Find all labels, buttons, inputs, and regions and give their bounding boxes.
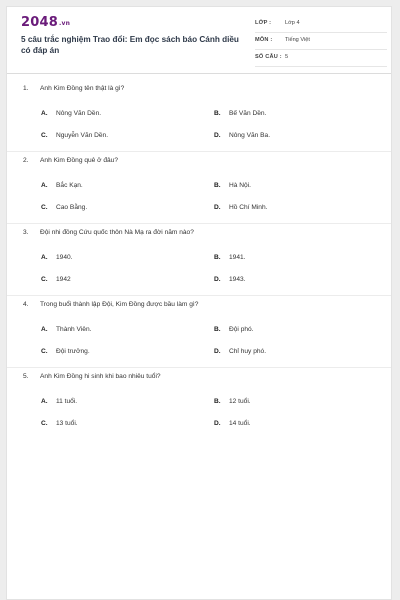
meta-row-count (255, 53, 387, 67)
option-c[interactable] (41, 132, 108, 139)
option-b[interactable] (214, 254, 246, 261)
option-text: 1942 (56, 276, 71, 283)
worksheet-header (7, 7, 391, 74)
option-letter: A. (41, 326, 48, 333)
option-text: 14 tuổi. (229, 420, 251, 427)
option-a[interactable] (41, 182, 83, 189)
option-a[interactable] (41, 326, 91, 333)
option-d[interactable] (214, 420, 251, 427)
question-5 (7, 373, 391, 445)
option-letter: B. (214, 326, 221, 333)
option-text: Đội trưởng. (56, 348, 90, 355)
question-stem (23, 229, 194, 236)
option-letter: A. (41, 254, 48, 261)
option-a[interactable] (41, 254, 73, 261)
question-divider (7, 151, 391, 152)
option-text: 1940. (56, 254, 73, 261)
option-text: Nông Văn Dền. (56, 110, 102, 117)
question-1 (7, 85, 391, 157)
option-text: Bế Văn Dền. (229, 110, 267, 117)
question-stem (23, 373, 161, 380)
option-text: Đội phó. (229, 326, 254, 333)
option-text: Bắc Kạn. (56, 182, 83, 189)
question-3 (7, 229, 391, 301)
option-text: Chỉ huy phó. (229, 348, 267, 355)
option-letter: D. (214, 276, 221, 283)
meta-value: Tiếng Việt (285, 37, 310, 43)
site-logo[interactable] (21, 15, 70, 30)
worksheet (6, 6, 392, 600)
option-letter: B. (214, 398, 221, 405)
meta-value: Lớp 4 (285, 20, 300, 26)
option-c[interactable] (41, 204, 87, 211)
option-letter: B. (214, 110, 221, 117)
option-letter: A. (41, 398, 48, 405)
option-a[interactable] (41, 110, 101, 117)
option-letter: B. (214, 254, 221, 261)
option-c[interactable] (41, 348, 90, 355)
meta-value: 5 (285, 54, 289, 60)
logo-text: 2048 (21, 15, 58, 30)
question-stem (23, 157, 118, 164)
question-stem (23, 301, 198, 308)
meta-label: MÔN : (255, 37, 273, 43)
option-letter: A. (41, 110, 48, 117)
question-text: Anh Kim Đồng tên thật là gì? (40, 85, 125, 92)
option-text: 13 tuổi. (56, 420, 78, 427)
question-text: Trong buổi thành lập Đội, Kim Đồng được bầu làm gì? (40, 301, 199, 308)
option-a[interactable] (41, 398, 77, 405)
option-letter: D. (214, 132, 221, 139)
option-text: 1941. (229, 254, 246, 261)
option-letter: A. (41, 182, 48, 189)
question-number: 3. (23, 229, 29, 236)
question-text: Đội nhi đồng Cứu quốc thôn Nà Mạ ra đời năm nào? (40, 229, 194, 236)
option-text: Nguyễn Văn Dền. (56, 132, 109, 139)
question-text: Anh Kim Đồng hi sinh khi bao nhiêu tuổi? (40, 373, 161, 380)
option-b[interactable] (214, 182, 251, 189)
option-text: 12 tuổi. (229, 398, 251, 405)
question-divider (7, 367, 391, 368)
option-c[interactable] (41, 276, 71, 283)
option-letter: C. (41, 348, 48, 355)
option-letter: D. (214, 420, 221, 427)
option-b[interactable] (214, 326, 254, 333)
question-number: 5. (23, 373, 29, 380)
option-b[interactable] (214, 110, 266, 117)
logo-suffix: .vn (58, 20, 71, 27)
question-divider (7, 295, 391, 296)
option-text: 11 tuổi. (56, 398, 78, 405)
meta-row-subject (255, 36, 387, 50)
document-title: 5 câu trắc nghiệm Trao đổi: Em đọc sách báo Cánh diều có đáp án (21, 35, 239, 55)
option-c[interactable] (41, 420, 78, 427)
question-divider (7, 223, 391, 224)
option-letter: C. (41, 276, 48, 283)
option-letter: D. (214, 204, 221, 211)
option-letter: C. (41, 204, 48, 211)
option-letter: C. (41, 420, 48, 427)
meta-label: SỐ CÂU : (255, 54, 282, 60)
question-4 (7, 301, 391, 373)
option-letter: B. (214, 182, 221, 189)
meta-info (255, 19, 387, 70)
option-d[interactable] (214, 276, 246, 283)
option-text: Hồ Chí Minh. (229, 204, 268, 211)
option-b[interactable] (214, 398, 251, 405)
option-text: Nông Văn Ba. (229, 132, 271, 139)
option-letter: C. (41, 132, 48, 139)
question-number: 1. (23, 85, 29, 92)
option-letter: D. (214, 348, 221, 355)
question-text: Anh Kim Đồng quê ở đâu? (40, 157, 119, 164)
option-text: 1943. (229, 276, 246, 283)
option-d[interactable] (214, 204, 267, 211)
option-text: Hà Nội. (229, 182, 251, 189)
option-text: Cao Bằng. (56, 204, 88, 211)
option-d[interactable] (214, 348, 266, 355)
question-stem (23, 85, 124, 92)
question-number: 4. (23, 301, 29, 308)
option-d[interactable] (214, 132, 270, 139)
meta-label: LỚP : (255, 20, 272, 26)
question-number: 2. (23, 157, 29, 164)
meta-row-grade (255, 19, 387, 33)
question-2 (7, 157, 391, 229)
question-list (7, 85, 391, 445)
option-text: Thành Viên. (56, 326, 92, 333)
